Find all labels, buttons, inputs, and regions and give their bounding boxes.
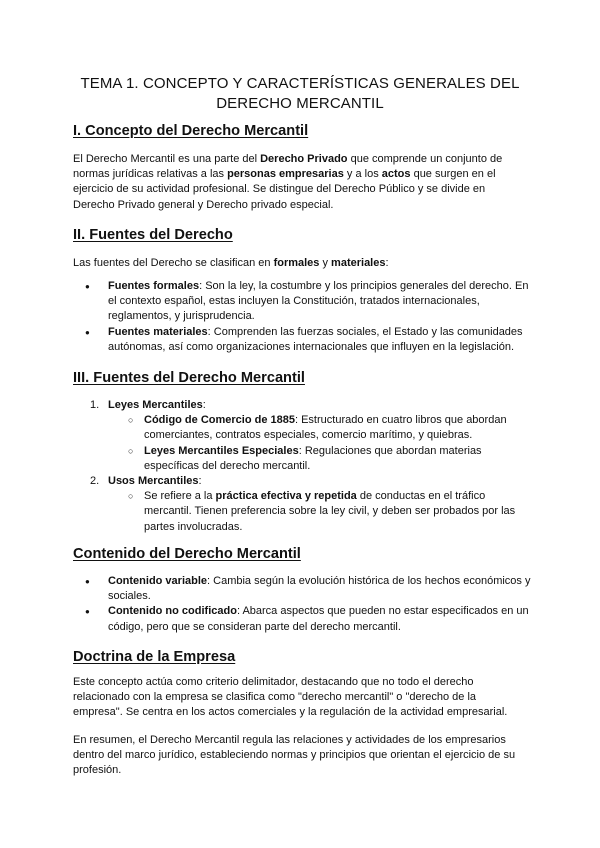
contenido-list: [73, 574, 533, 635]
list-item: 2. Usos Mercantiles:: [90, 475, 202, 488]
doctrina-paragraph: Este concepto actúa como criterio delimitador, destacando que no todo el derecho relacionado con la empresa se clasifica como "derecho mercantil" o "derecho de la empresa". Se centra en los actos comerciales y la regulación de la actividad empresarial.: [73, 676, 508, 719]
title-line-1: TEMA 1. CONCEPTO Y CARACTERÍSTICAS GENERALES DEL: [80, 75, 520, 92]
list-item: ● Fuentes formales: Son la ley, la costumbre y los principios generales del derecho. En el contexto español, estas incluyen la Constitución, tratados internacionales, reglamentos, y jurisprudencia.: [73, 279, 533, 325]
section-heading-fuentes-mercantil: III. Fuentes del Derecho Mercantil: [73, 370, 305, 386]
list-item: ○ Leyes Mercantiles Especiales: Regulaciones que abordan materias específicas del derecho mercantil.: [73, 444, 533, 474]
title-line-2: DERECHO MERCANTIL: [216, 95, 384, 112]
document-title: [72, 74, 528, 114]
list-item: 1. Leyes Mercantiles:: [90, 399, 206, 411]
concepto-paragraph: El Derecho Mercantil es una parte del Derecho Privado que comprende un conjunto de normas jurídicas relativas a las personas empresarias y a los actos que surgen en el ejercicio de su actividad profesional. Se distingue del Derecho Público y se divide en Derecho Privado general y Derecho privado especial.: [73, 153, 503, 211]
list-item: ○ Se refiere a la práctica efectiva y repetida de conductas en el tráfico mercantil. Tienen preferencia sobre la ley civil, y deben ser probados por las partes involucradas.: [73, 489, 533, 535]
resumen-paragraph: En resumen, el Derecho Mercantil regula las relaciones y actividades de los empresarios dentro del marco jurídico, estableciendo normas y principios que orientan el ejercicio de su profesión.: [73, 734, 516, 777]
fuentes-mercantil-list: [73, 398, 533, 535]
section-heading-fuentes: II. Fuentes del Derecho: [73, 227, 233, 243]
list-item: ○ Código de Comercio de 1885: Estructurado en cuatro libros que abordan comerciantes, contratos especiales, comercio marítimo, y quiebras.: [73, 413, 533, 443]
list-item: ● Contenido no codificado: Abarca aspectos que pueden no estar especificados en un código, pero que se consideran parte del derecho mercantil.: [73, 604, 533, 634]
section-heading-doctrina: Doctrina de la Empresa: [73, 649, 236, 665]
section-heading-concepto: I. Concepto del Derecho Mercantil: [73, 123, 309, 139]
section-heading-contenido: Contenido del Derecho Mercantil: [73, 546, 301, 562]
fuentes-intro: Las fuentes del Derecho se clasifican en formales y materiales:: [73, 257, 389, 269]
list-item: ● Fuentes materiales: Comprenden las fuerzas sociales, el Estado y las comunidades autónomas, así como organizaciones internacionales que influyen en la legislación.: [73, 325, 533, 355]
fuentes-list: [73, 279, 533, 355]
list-item: ● Contenido variable: Cambia según la evolución histórica de los hechos económicos y sociales.: [73, 574, 533, 604]
